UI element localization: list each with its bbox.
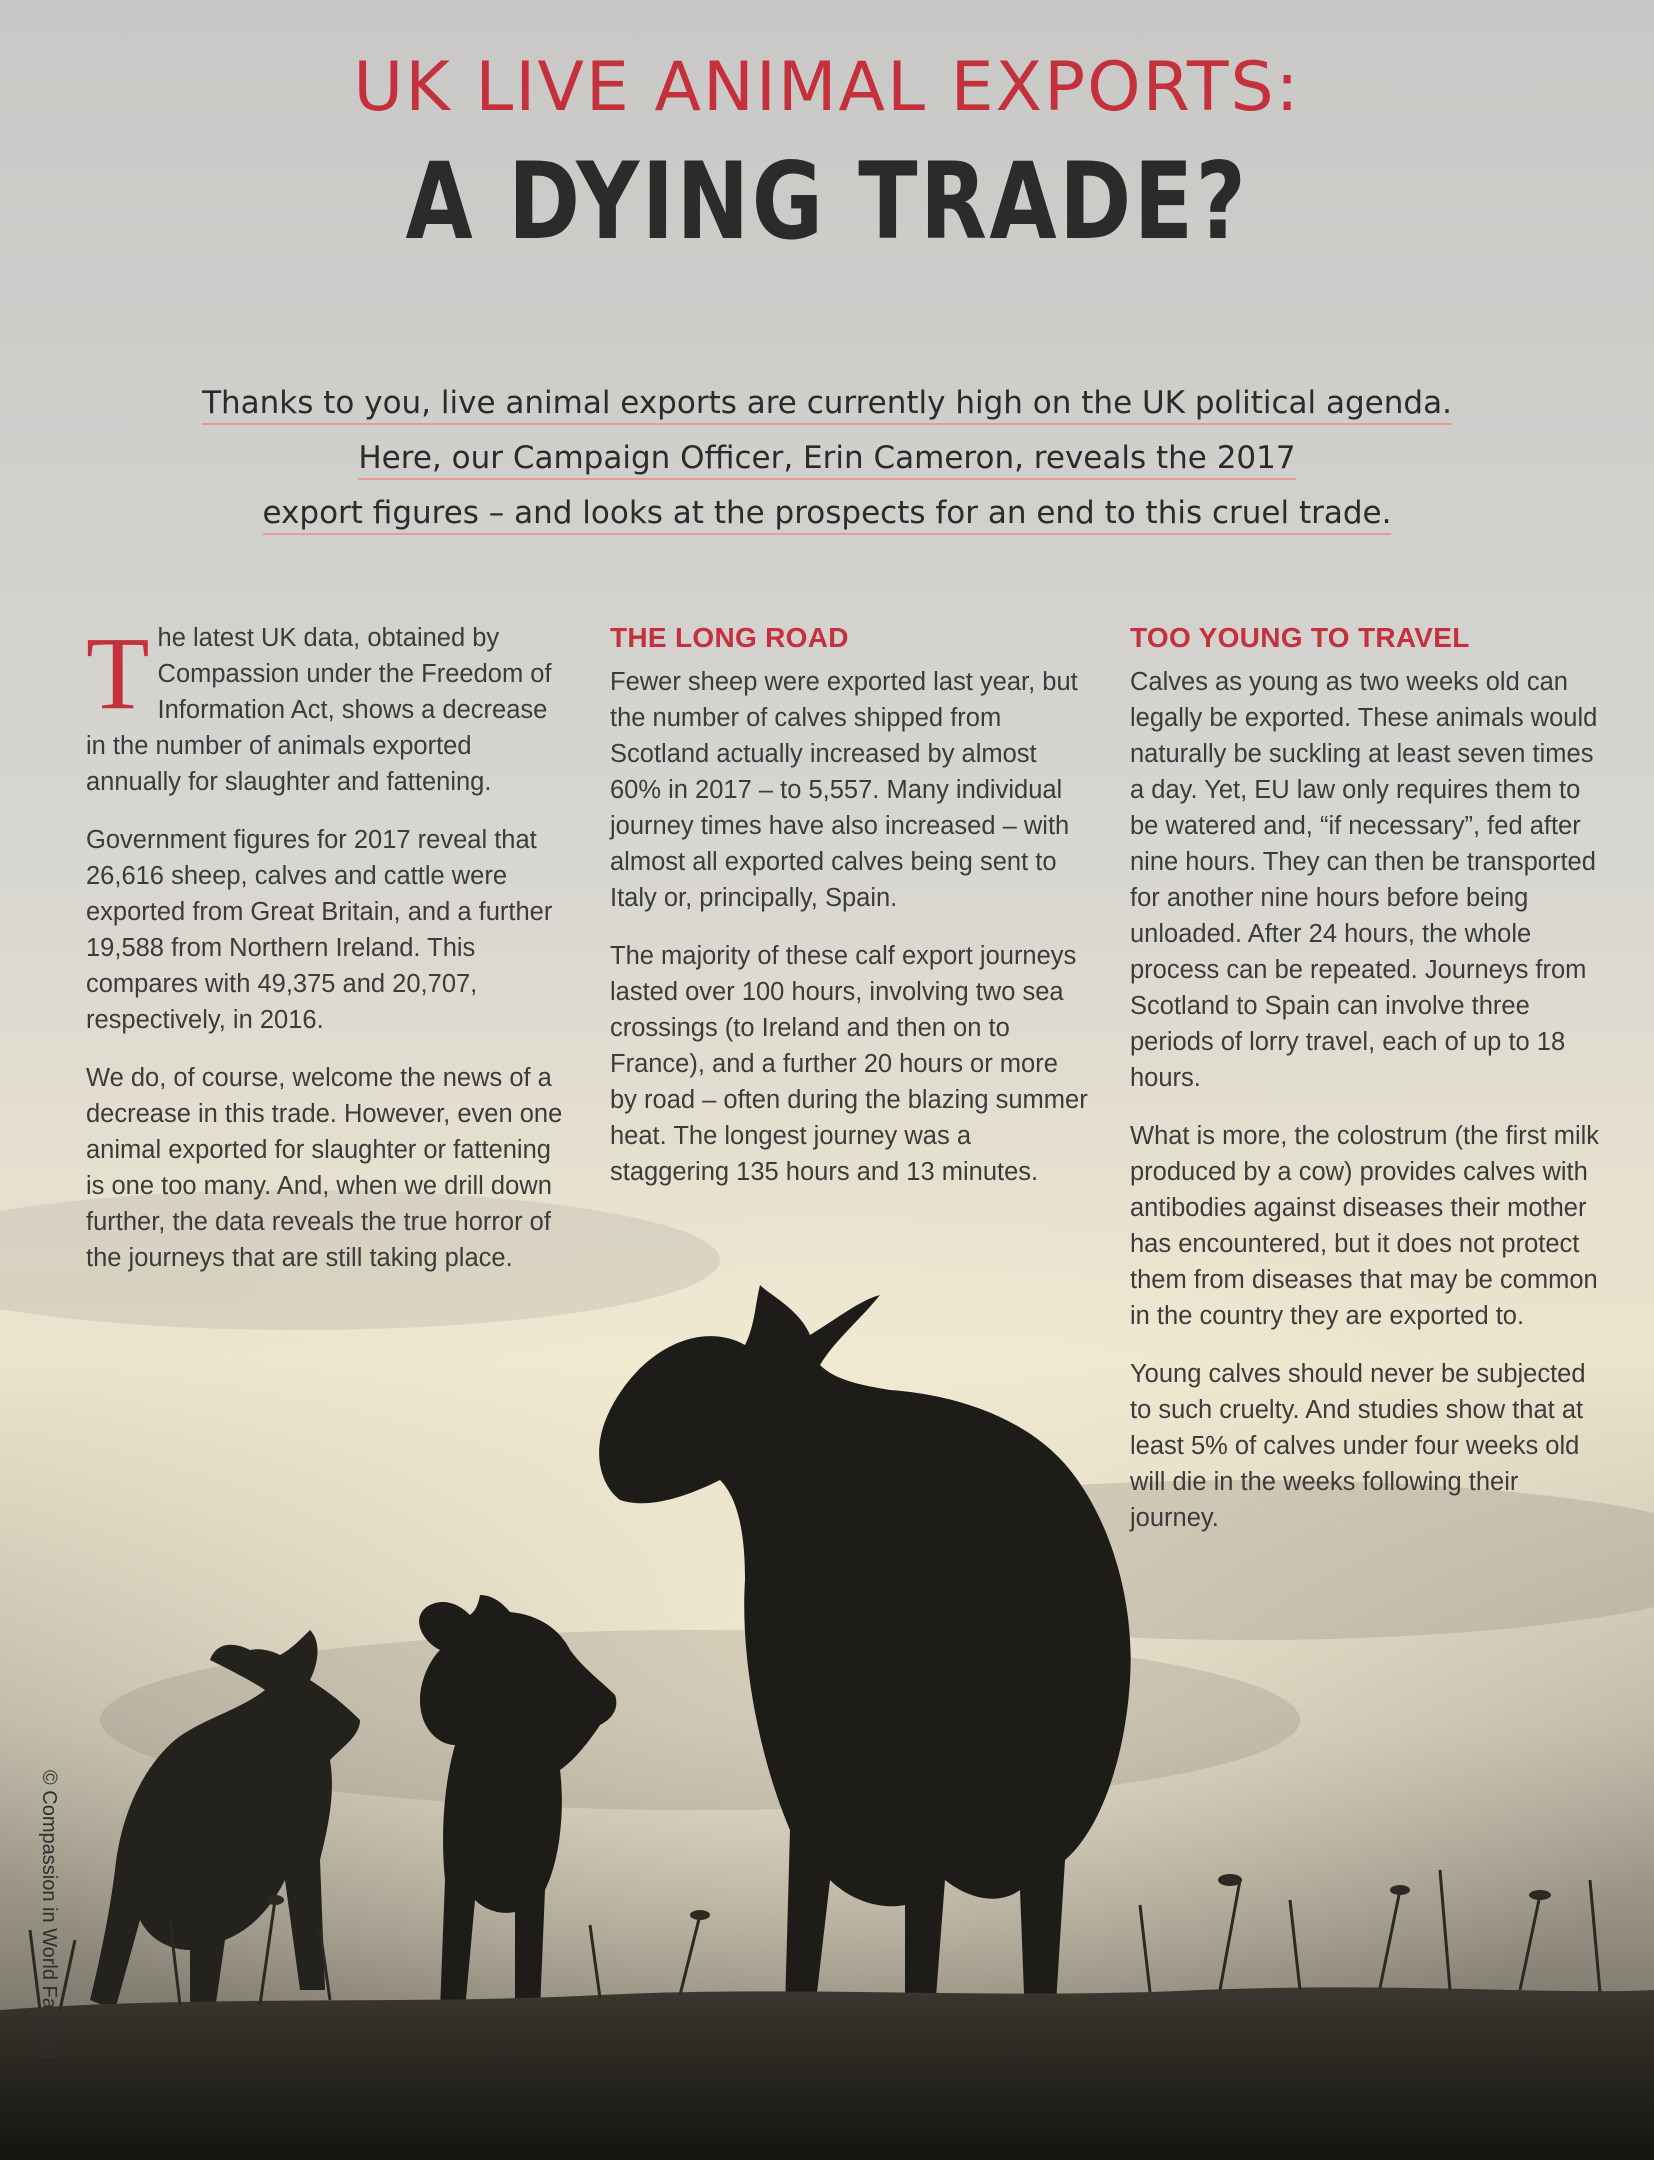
intro-paragraph-text: he latest UK data, obtained by Compassion under the Freedom of Information Act, shows a decrease in the number of animals exported annually for slaughter and fattening. (86, 624, 552, 796)
section-heading-too-young: TOO YOUNG TO TRAVEL (1130, 622, 1470, 653)
paragraph: We do, of course, welcome the news of a decrease in this trade. However, even one animal exported for slaughter or fattening is one too many. And, when we drill down further, the data reveals the true horror of the journeys that are still taking place. (86, 1064, 563, 1272)
drop-cap: T (86, 616, 150, 731)
intro-paragraph (86, 616, 564, 800)
paragraph: Government figures for 2017 reveal that 26,616 sheep, calves and cattle were exported from Great Britain, and a further 19,588 from Northern Ireland. This compares with 49,375 and 20,707, respectively, in 2016. (86, 826, 553, 1034)
paragraph: Young calves should never be subjected to such cruelty. And studies show that at least 5% of calves under four weeks old will die in the weeks following their journey. (1130, 1360, 1586, 1532)
headline-line-1: UK LIVE ANIMAL EXPORTS: (353, 48, 1301, 127)
article-column-2 (610, 620, 1090, 1212)
photo-credit-text: © Compassion in World Farming (38, 1770, 60, 2059)
standfirst-line-3: export figures – and looks at the prospects for an end to this cruel trade. (263, 493, 1392, 535)
standfirst-line-1: Thanks to you, live animal exports are currently high on the UK political agenda. (202, 383, 1452, 425)
standfirst (160, 378, 1494, 543)
standfirst-line-2: Here, our Campaign Officer, Erin Cameron, reveals the 2017 (358, 438, 1295, 480)
paragraph: The majority of these calf export journeys lasted over 100 hours, involving two sea crossings (to Ireland and then on to France), and a further 20 hours or more by road – often during the blazing summer heat. The longest journey was a staggering 135 hours and 13 minutes. (610, 942, 1088, 1186)
paragraph: Fewer sheep were exported last year, but the number of calves shipped from Scotland actually increased by almost 60% in 2017 – to 5,557. Many individual journey times have also increased – with almost all exported calves being sent to Italy or, principally, Spain. (610, 668, 1078, 912)
article-column-1 (86, 616, 564, 1298)
section-heading-long-road: THE LONG ROAD (610, 622, 849, 653)
paragraph: What is more, the colostrum (the first milk produced by a cow) provides calves with antibodies against diseases their mother has encountered, but it does not protect them from diseases that may be common in the country they are exported to. (1130, 1122, 1600, 1330)
paragraph: Calves as young as two weeks old can legally be exported. These animals would naturally be suckling at least seven times a day. Yet, EU law only requires them to be watered and, “if necessary”, fed after nine hours. They can then be transported for another nine hours before being unloaded. After 24 hours, the whole process can be repeated. Journeys from Scotland to Spain can involve three periods of lorry travel, each of up to 18 hours. (1130, 668, 1598, 1092)
article-column-3 (1130, 620, 1610, 1558)
headline-line-2: A DYING TRADE? (405, 140, 1249, 263)
